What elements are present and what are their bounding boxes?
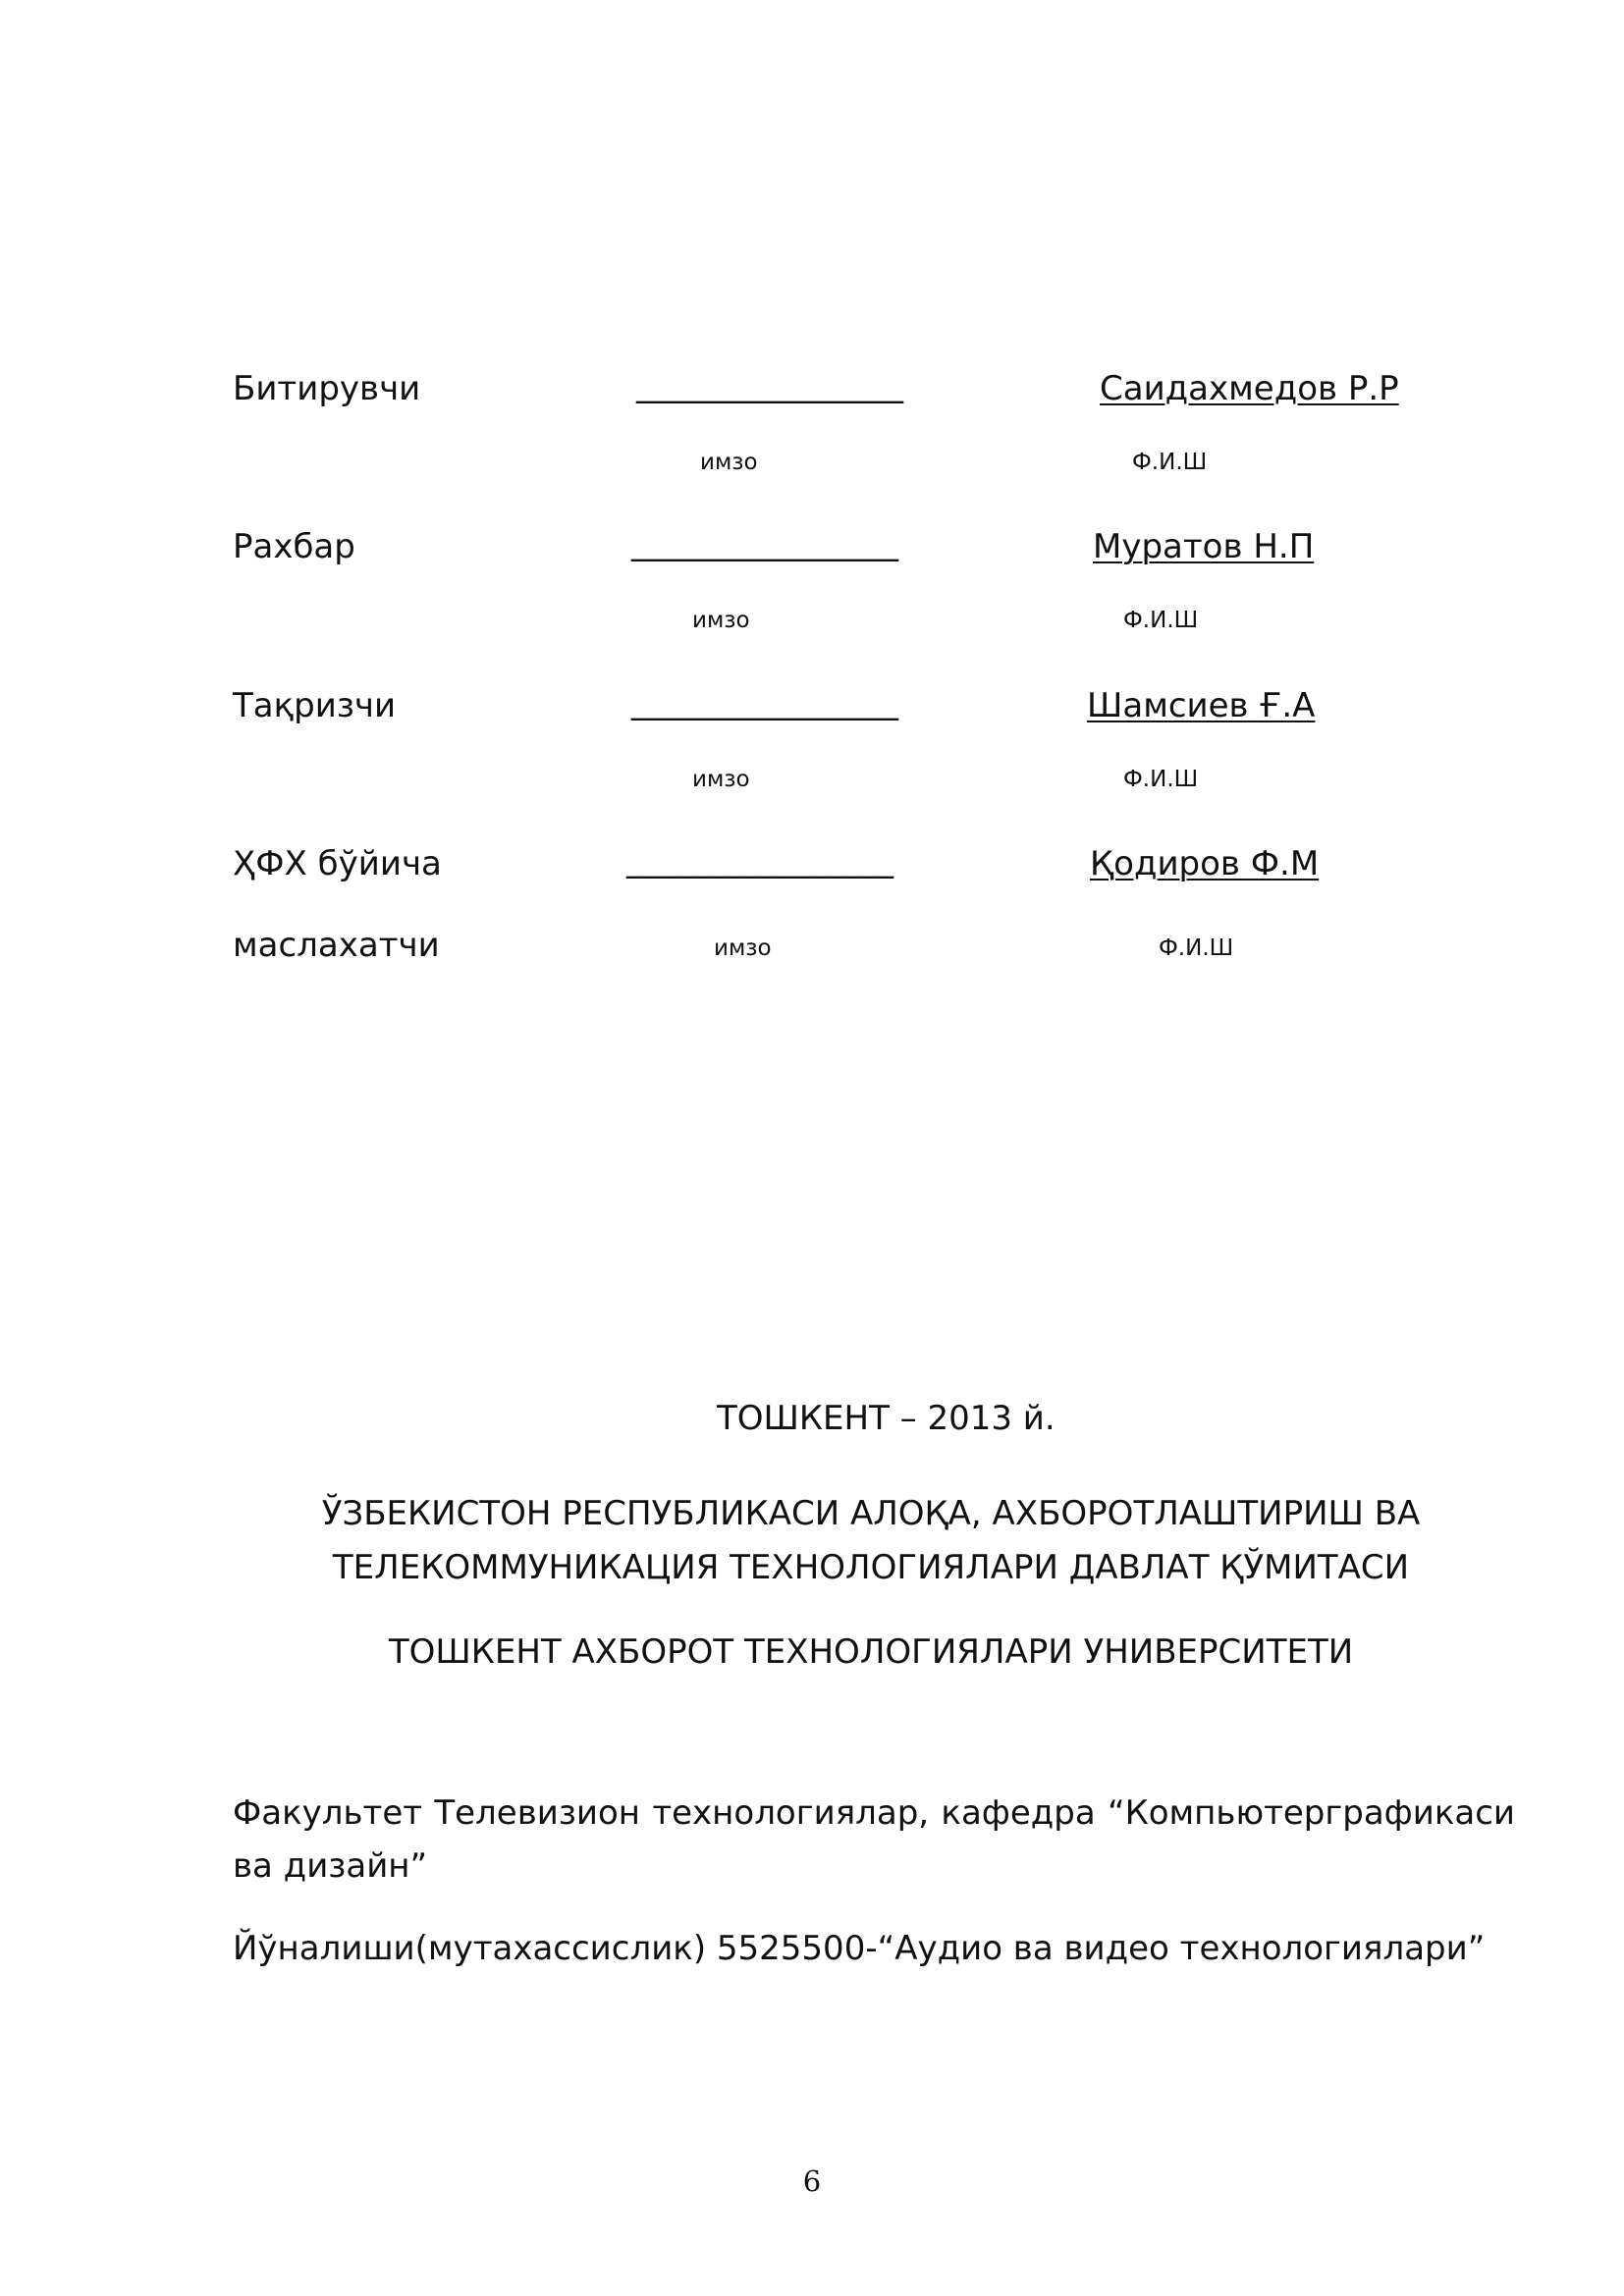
name-caption: Ф.И.Ш — [1123, 767, 1199, 792]
name-caption: Ф.И.Ш — [1132, 450, 1208, 475]
signatory-role-reviewer: Тақризчи — [233, 686, 397, 725]
page-number: 6 — [802, 2164, 822, 2198]
signature-line: ________________ — [636, 365, 903, 404]
signatory-name: Муратов Н.П — [1093, 527, 1315, 566]
signatory-name: Қодиров Ф.М — [1090, 844, 1320, 883]
name-caption: Ф.И.Ш — [1123, 608, 1199, 633]
signature-caption: имзо — [692, 608, 750, 633]
signatory-role-safety-consultant: ҲФХ бўйича — [233, 844, 442, 883]
signatory-name: Саидахмедов Р.Р — [1100, 369, 1399, 408]
signature-caption: имзо — [692, 767, 750, 792]
signature-caption: имзо — [714, 935, 772, 961]
city-year: ТОШКЕНТ – 2013 й. — [717, 1399, 1056, 1438]
committee-line-2: ТЕЛЕКОММУНИКАЦИЯ ТЕХНОЛОГИЯЛАРИ ДАВЛАТ ҚЎМИТАСИ — [332, 1548, 1410, 1587]
university-name: ТОШКЕНТ АХБОРОТ ТЕХНОЛОГИЯЛАРИ УНИВЕРСИТЕТИ — [388, 1632, 1354, 1672]
signatory-name: Шамсиев Ғ.А — [1087, 686, 1316, 725]
committee-line-1: ЎЗБЕКИСТОН РЕСПУБЛИКАСИ АЛОҚА, АХБОРОТЛАШТИРИШ ВА — [321, 1494, 1421, 1533]
signatory-role-line2: маслахатчи — [233, 926, 440, 965]
signatory-role-supervisor: Рахбар — [233, 527, 355, 566]
signature-line: ________________ — [626, 840, 893, 880]
signature-line: ________________ — [631, 682, 898, 721]
signatory-role-graduate: Битирувчи — [233, 369, 421, 408]
signature-caption: имзо — [700, 450, 758, 475]
faculty-text: Факультет Телевизион технологиялар, кафедра “Компьютерграфикаси ва дизайн” — [233, 1793, 1515, 1886]
name-caption: Ф.И.Ш — [1159, 935, 1234, 961]
direction-text: Йўналиши(мутахассислик) 5525500-“Аудио ва видео технологиялари” — [233, 1929, 1486, 1968]
signature-line: ________________ — [631, 523, 898, 562]
